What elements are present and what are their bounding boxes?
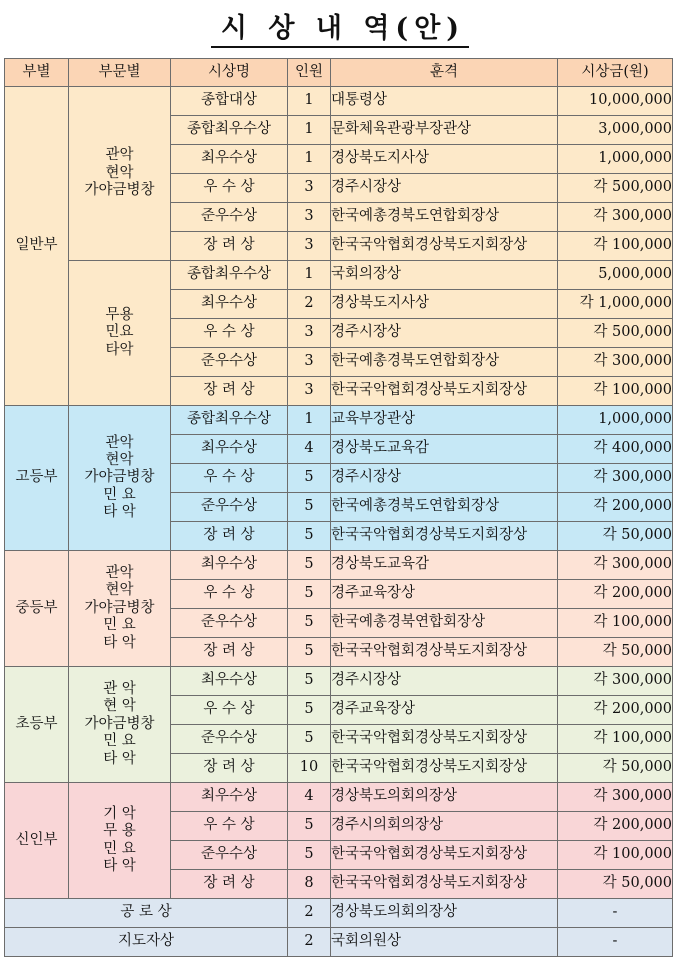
count-cell: 1	[288, 406, 331, 435]
grade-cell: 문화체육관광부장관상	[331, 116, 558, 145]
prize-cell: 각 200,000	[558, 580, 673, 609]
category-cell: 무용 민요 타악	[69, 261, 171, 406]
award-name-cell: 종합최우수상	[171, 406, 288, 435]
count-cell: 8	[288, 870, 331, 899]
award-name-cell: 우 수 상	[171, 464, 288, 493]
header-category: 부문별	[69, 59, 171, 87]
awards-body	[5, 87, 673, 957]
count-cell: 1	[288, 261, 331, 290]
count-cell: 5	[288, 667, 331, 696]
grade-cell: 경주시장상	[331, 174, 558, 203]
count-cell: 5	[288, 841, 331, 870]
award-name-cell: 장 려 상	[171, 870, 288, 899]
division-cell: 초등부	[5, 667, 69, 783]
count-cell: 3	[288, 174, 331, 203]
header-grade: 훈격	[331, 59, 558, 87]
grade-cell: 한국예총경북도연합회장상	[331, 203, 558, 232]
special-award-label-cell: 공 로 상	[5, 899, 288, 928]
grade-cell: 경주교육장상	[331, 696, 558, 725]
category-cell: 관악 현악 가야금병창 민 요 타 악	[69, 406, 171, 551]
grade-cell: 한국국악협회경상북도지회장상	[331, 841, 558, 870]
category-cell: 기 악 무 용 민 요 타 악	[69, 783, 171, 899]
award-name-cell: 우 수 상	[171, 174, 288, 203]
count-cell: 1	[288, 87, 331, 116]
grade-cell: 경주시의회의장상	[331, 812, 558, 841]
header-count: 인원	[288, 59, 331, 87]
prize-cell: 각 400,000	[558, 435, 673, 464]
awards-table	[4, 58, 673, 957]
division-cell: 신인부	[5, 783, 69, 899]
count-cell: 5	[288, 580, 331, 609]
grade-cell: 한국국악협회경상북도지회장상	[331, 232, 558, 261]
grade-cell: 한국국악협회경상북도지회장상	[331, 522, 558, 551]
prize-cell: 각 100,000	[558, 725, 673, 754]
count-cell: 1	[288, 116, 331, 145]
division-cell: 일반부	[5, 87, 69, 406]
prize-cell: 각 50,000	[558, 522, 673, 551]
prize-cell: 각 300,000	[558, 464, 673, 493]
grade-cell: 한국예총경북도연합회장상	[331, 493, 558, 522]
award-name-cell: 최우수상	[171, 667, 288, 696]
table-row	[5, 406, 673, 435]
table-row	[5, 783, 673, 812]
grade-cell: 경상북도지사상	[331, 145, 558, 174]
grade-cell: 경상북도교육감	[331, 435, 558, 464]
grade-cell: 국회의장상	[331, 261, 558, 290]
award-name-cell: 준우수상	[171, 493, 288, 522]
grade-cell: 한국국악협회경상북도지회장상	[331, 754, 558, 783]
table-row	[5, 667, 673, 696]
count-cell: 5	[288, 522, 331, 551]
award-name-cell: 준우수상	[171, 725, 288, 754]
grade-cell: 경주시장상	[331, 319, 558, 348]
category-cell: 관 악 현 악 가야금병창 민 요 타 악	[69, 667, 171, 783]
award-name-cell: 최우수상	[171, 435, 288, 464]
prize-cell: 각 100,000	[558, 841, 673, 870]
prize-cell: -	[558, 899, 673, 928]
award-name-cell: 장 려 상	[171, 232, 288, 261]
prize-cell: 각 50,000	[558, 870, 673, 899]
prize-cell: 3,000,000	[558, 116, 673, 145]
award-name-cell: 최우수상	[171, 551, 288, 580]
prize-cell: 각 200,000	[558, 493, 673, 522]
grade-cell: 국회의원상	[331, 928, 558, 957]
prize-cell: 5,000,000	[558, 261, 673, 290]
grade-cell: 경상북도지사상	[331, 290, 558, 319]
grade-cell: 경상북도의회의장상	[331, 899, 558, 928]
award-name-cell: 장 려 상	[171, 522, 288, 551]
table-row	[5, 551, 673, 580]
header-division: 부별	[5, 59, 69, 87]
count-cell: 3	[288, 203, 331, 232]
prize-cell: 각 50,000	[558, 638, 673, 667]
page-title-text: 시 상 내 역(안)	[211, 13, 469, 48]
count-cell: 5	[288, 638, 331, 667]
prize-cell: 각 100,000	[558, 232, 673, 261]
table-row	[5, 928, 673, 957]
award-name-cell: 최우수상	[171, 783, 288, 812]
grade-cell: 경상북도의회의장상	[331, 783, 558, 812]
prize-cell: 1,000,000	[558, 406, 673, 435]
count-cell: 2	[288, 899, 331, 928]
grade-cell: 교육부장관상	[331, 406, 558, 435]
header-prize: 시상금(원)	[558, 59, 673, 87]
count-cell: 3	[288, 319, 331, 348]
prize-cell: 각 300,000	[558, 203, 673, 232]
award-name-cell: 최우수상	[171, 145, 288, 174]
prize-cell: -	[558, 928, 673, 957]
page-title	[0, 6, 680, 45]
award-name-cell: 준우수상	[171, 203, 288, 232]
grade-cell: 한국예총경북연합회장상	[331, 609, 558, 638]
table-row	[5, 87, 673, 116]
grade-cell: 한국국악협회경상북도지회장상	[331, 377, 558, 406]
prize-cell: 각 300,000	[558, 348, 673, 377]
prize-cell: 각 500,000	[558, 174, 673, 203]
count-cell: 5	[288, 551, 331, 580]
category-cell: 관악 현악 가야금병창	[69, 87, 171, 261]
award-name-cell: 종합최우수상	[171, 261, 288, 290]
award-name-cell: 종합대상	[171, 87, 288, 116]
count-cell: 5	[288, 464, 331, 493]
division-cell: 고등부	[5, 406, 69, 551]
grade-cell: 한국국악협회경상북도지회장상	[331, 638, 558, 667]
header-row	[5, 59, 673, 87]
special-award-label-cell: 지도자상	[5, 928, 288, 957]
grade-cell: 경상북도교육감	[331, 551, 558, 580]
table-row	[5, 899, 673, 928]
count-cell: 1	[288, 145, 331, 174]
grade-cell: 대통령상	[331, 87, 558, 116]
grade-cell: 경주시장상	[331, 667, 558, 696]
count-cell: 4	[288, 435, 331, 464]
grade-cell: 한국국악협회경상북도지회장상	[331, 725, 558, 754]
category-cell: 관악 현악 가야금병창 민 요 타 악	[69, 551, 171, 667]
count-cell: 5	[288, 696, 331, 725]
prize-cell: 각 100,000	[558, 609, 673, 638]
prize-cell: 각 200,000	[558, 696, 673, 725]
award-name-cell: 우 수 상	[171, 696, 288, 725]
award-name-cell: 장 려 상	[171, 638, 288, 667]
division-cell: 중등부	[5, 551, 69, 667]
grade-cell: 한국국악협회경상북도지회장상	[331, 870, 558, 899]
prize-cell: 각 500,000	[558, 319, 673, 348]
grade-cell: 경주교육장상	[331, 580, 558, 609]
prize-cell: 10,000,000	[558, 87, 673, 116]
award-name-cell: 준우수상	[171, 609, 288, 638]
award-name-cell: 장 려 상	[171, 754, 288, 783]
table-row	[5, 261, 673, 290]
count-cell: 2	[288, 290, 331, 319]
award-name-cell: 준우수상	[171, 348, 288, 377]
award-name-cell: 우 수 상	[171, 812, 288, 841]
prize-cell: 각 300,000	[558, 551, 673, 580]
count-cell: 5	[288, 493, 331, 522]
award-name-cell: 준우수상	[171, 841, 288, 870]
count-cell: 5	[288, 812, 331, 841]
prize-cell: 각 200,000	[558, 812, 673, 841]
count-cell: 5	[288, 725, 331, 754]
prize-cell: 각 300,000	[558, 667, 673, 696]
award-name-cell: 최우수상	[171, 290, 288, 319]
count-cell: 2	[288, 928, 331, 957]
prize-cell: 각 50,000	[558, 754, 673, 783]
header-award: 시상명	[171, 59, 288, 87]
count-cell: 5	[288, 609, 331, 638]
award-name-cell: 우 수 상	[171, 580, 288, 609]
count-cell: 10	[288, 754, 331, 783]
prize-cell: 각 300,000	[558, 783, 673, 812]
award-name-cell: 종합최우수상	[171, 116, 288, 145]
count-cell: 3	[288, 377, 331, 406]
award-name-cell: 우 수 상	[171, 319, 288, 348]
prize-cell: 각 1,000,000	[558, 290, 673, 319]
prize-cell: 1,000,000	[558, 145, 673, 174]
grade-cell: 한국예총경북도연합회장상	[331, 348, 558, 377]
count-cell: 4	[288, 783, 331, 812]
grade-cell: 경주시장상	[331, 464, 558, 493]
prize-cell: 각 100,000	[558, 377, 673, 406]
award-name-cell: 장 려 상	[171, 377, 288, 406]
count-cell: 3	[288, 232, 331, 261]
count-cell: 3	[288, 348, 331, 377]
